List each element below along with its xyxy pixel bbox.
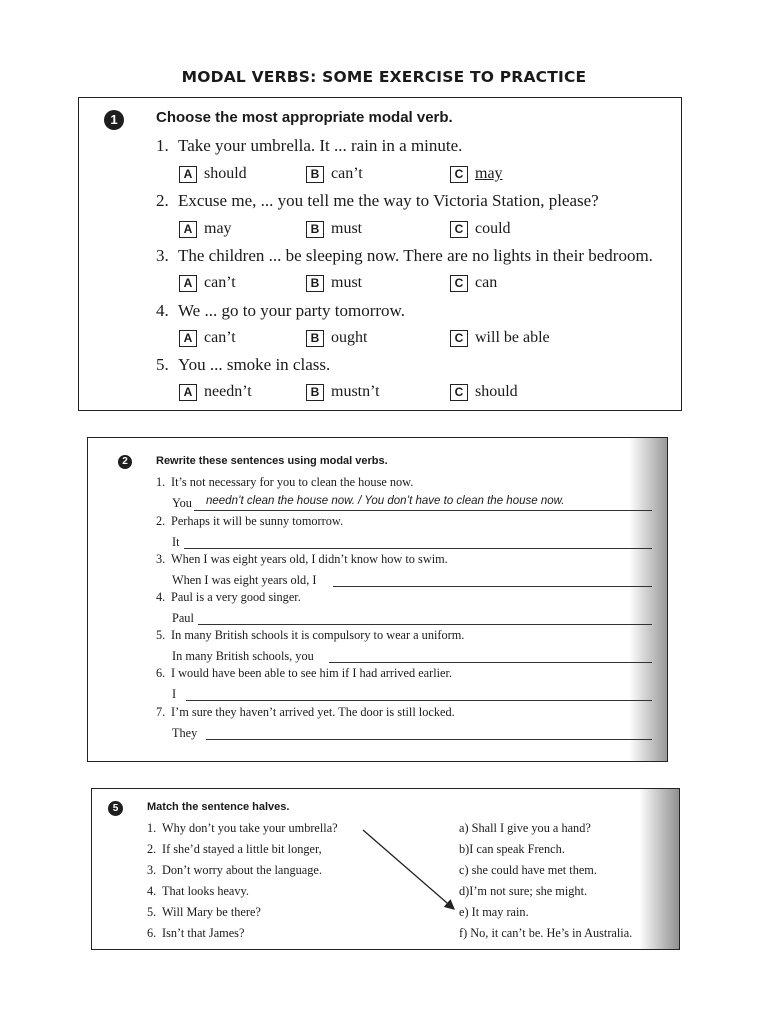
item-text: Paul is a very good singer. [171,590,301,604]
handwritten-answer: needn’t clean the house now. / You don’t have to clean the house now. [206,495,565,507]
item-text: Will Mary be there? [162,905,261,919]
question-text: The children ... be sleeping now. There are no lights in their bedroom. [178,246,653,265]
option-text: needn’t [204,383,252,400]
item-number: 5. [147,905,157,919]
answer-start: Paul [172,611,194,625]
option-letter-box: B [306,330,324,347]
exercise-2-box [87,437,668,762]
option-letter-box: C [450,330,468,347]
option-letter-box: B [306,275,324,292]
option-letter-box: C [450,166,468,183]
sentence-end-d[interactable]: d)I’m not sure; she might. [459,884,588,898]
answer-start: You [172,496,192,510]
exercise-heading: Choose the most appropriate modal verb. [156,109,453,126]
option-letter-box: B [306,384,324,401]
item-number: 2. [156,514,166,528]
item-text: In many British schools it is compulsory to wear a uniform. [171,628,465,642]
question-text: Take your umbrella. It ... rain in a minute. [178,136,463,155]
item-number: 1. [156,475,166,489]
option-a[interactable] [179,165,247,183]
option-a[interactable] [179,220,232,238]
item-text: Perhaps it will be sunny tomorrow. [171,514,344,528]
option-text: must [331,274,363,291]
item-number: 7. [156,705,166,719]
sentence-end-b[interactable]: b)I can speak French. [459,842,565,856]
item-number: 4. [156,590,166,604]
item-text: When I was eight years old, I didn’t know how to swim. [171,552,448,566]
item-number: 6. [147,926,157,940]
answer-start: When I was eight years old, I [172,573,317,587]
option-text: should [475,383,518,400]
option-a[interactable] [179,274,236,292]
option-text: can’t [204,329,236,346]
sentence-end-a[interactable]: a) Shall I give you a hand? [459,821,591,835]
match-arrow [92,789,679,949]
exercise-1-box [78,97,682,411]
exercise-heading: Rewrite these sentences using modal verbs. [156,455,388,467]
exercise-5-box [91,788,680,950]
question-text: You ... smoke in class. [178,355,331,374]
answer-start: I [172,687,177,701]
option-letter-box: B [306,166,324,183]
sentence-end-f[interactable]: f) No, it can’t be. He’s in Australia. [459,926,633,940]
answer-start: It [172,535,180,549]
item-number: 2. [147,842,157,856]
option-a[interactable] [179,383,252,401]
option-text: could [475,220,511,237]
question-number: 1. [156,136,169,155]
option-text: can [475,274,498,291]
option-letter-box: A [179,330,197,347]
exercise-number-badge: 2 [118,455,132,469]
option-c[interactable] [450,383,518,401]
option-letter-box: A [179,384,197,401]
option-b[interactable] [306,329,367,347]
sentence-end-e[interactable]: e) It may rain. [459,905,529,919]
answer-line[interactable] [194,510,652,511]
option-letter-box: C [450,221,468,238]
document-title: MODAL VERBS: SOME EXERCISE TO PRACTICE [181,68,587,86]
option-a[interactable] [179,329,236,347]
question-number: 3. [156,246,169,265]
item-text: Isn’t that James? [162,926,245,940]
item-number: 5. [156,628,166,642]
item-number: 6. [156,666,166,680]
option-text: mustn’t [331,383,380,400]
option-letter-box: A [179,166,197,183]
question-number: 2. [156,191,169,210]
answer-start: In many British schools, you [172,649,314,663]
option-b[interactable] [306,165,363,183]
question-number: 5. [156,355,169,374]
item-text: Don’t worry about the language. [162,863,322,877]
option-text: should [204,165,247,182]
question-number: 4. [156,301,169,320]
item-text: I’m sure they haven’t arrived yet. The door is still locked. [171,705,455,719]
item-number: 3. [147,863,157,877]
exercise-number-badge: 1 [104,110,124,130]
item-number: 1. [147,821,157,835]
option-c[interactable] [450,220,511,238]
page-fold-shadow [629,438,667,761]
option-text: may [204,220,232,237]
answer-line[interactable] [184,548,652,549]
item-text: Why don’t you take your umbrella? [162,821,338,835]
option-text: can’t [204,274,236,291]
option-c[interactable] [450,165,503,183]
sentence-end-c[interactable]: c) she could have met them. [459,863,597,877]
option-text: ought [331,329,368,346]
option-text-answer: may [475,165,503,182]
option-c[interactable] [450,274,497,292]
exercise-number-badge: 5 [108,801,123,816]
option-text: can’t [331,165,363,182]
option-letter-box: C [450,384,468,401]
option-text: will be able [475,329,550,346]
option-b[interactable] [306,383,380,401]
answer-line[interactable] [206,739,652,740]
answer-line[interactable] [329,662,652,663]
item-number: 4. [147,884,157,898]
answer-line[interactable] [186,700,652,701]
item-text: If she’d stayed a little bit longer, [162,842,322,856]
option-c[interactable] [450,329,550,347]
option-letter-box: A [179,275,197,292]
option-b[interactable] [306,220,362,238]
option-letter-box: B [306,221,324,238]
question-text: Excuse me, ... you tell me the way to Victoria Station, please? [178,191,599,210]
item-text: That looks heavy. [162,884,249,898]
exercise-heading: Match the sentence halves. [147,801,290,813]
answer-start: They [172,726,198,740]
option-letter-box: C [450,275,468,292]
answer-line[interactable] [333,586,652,587]
item-text: I would have been able to see him if I had arrived earlier. [171,666,453,680]
item-text: It’s not necessary for you to clean the house now. [171,475,414,489]
option-b[interactable] [306,274,362,292]
question-text: We ... go to your party tomorrow. [178,301,405,320]
option-letter-box: A [179,221,197,238]
option-text: must [331,220,363,237]
item-number: 3. [156,552,166,566]
answer-line[interactable] [198,624,652,625]
